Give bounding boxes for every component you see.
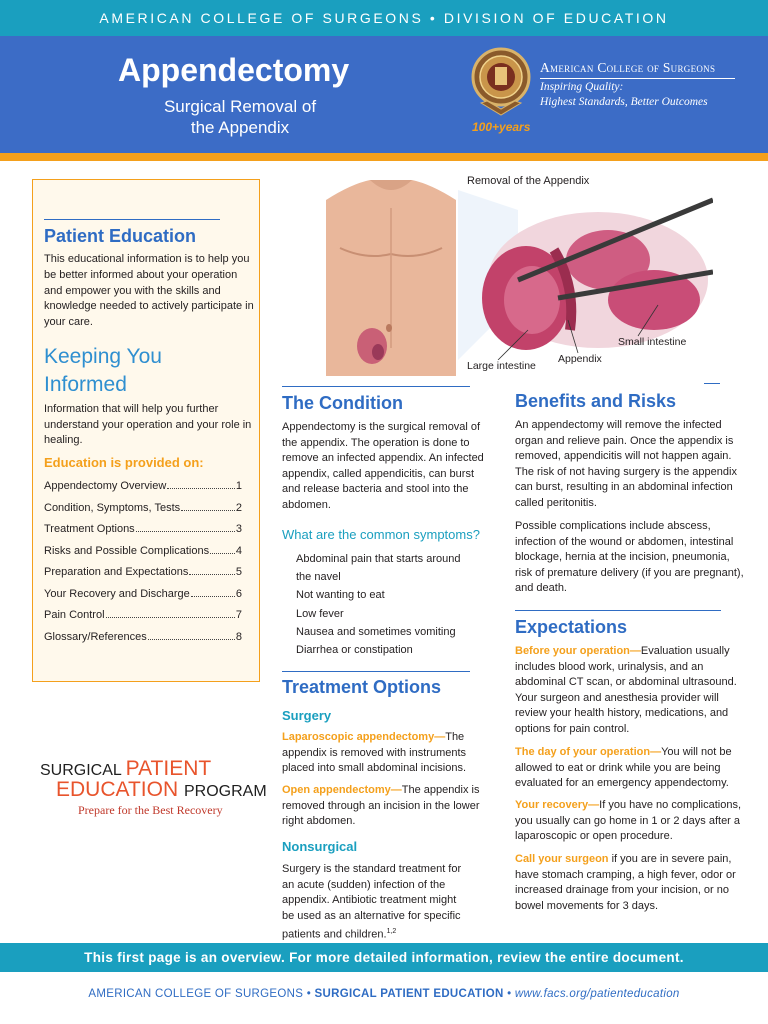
symptom-item: Diarrhea or constipation	[296, 644, 413, 657]
footer-program: SURGICAL PATIENT EDUCATION	[314, 988, 504, 1000]
nonsurgical-text	[282, 862, 467, 944]
program-tagline: Prepare for the Best Recovery	[78, 803, 223, 817]
before-operation-text	[515, 644, 747, 738]
program-patient: PATIENT	[125, 757, 212, 780]
overview-banner: This first page is an overview. For more detailed information, review the entire document.	[0, 943, 768, 972]
toc-label: Pain Control	[44, 609, 105, 621]
org-name: American College of Surgeons	[540, 60, 716, 75]
expectations-heading: Expectations	[515, 617, 628, 637]
open-text	[282, 783, 487, 830]
table-of-contents	[44, 480, 242, 652]
before-operation-desc: Evaluation usually includes blood work, urinalysis, and an abdominal CT scan, or abdominal ultrasound. Your surgeon and anesthesia provider will review your health history, medications, and options for pain control.	[515, 645, 737, 735]
call-surgeon-text	[515, 852, 747, 914]
symptoms-list	[296, 550, 466, 659]
toc-leader	[181, 510, 235, 511]
toc-leader	[210, 553, 235, 554]
toc-item	[44, 631, 242, 653]
open-desc: The appendix is removed through an incision in the lower right abdomen.	[282, 784, 480, 828]
program-surgical: SURGICAL	[40, 762, 122, 779]
toc-leader	[148, 639, 235, 640]
toc-item	[44, 609, 242, 631]
program-logo-line-2	[56, 778, 267, 802]
footer-separator: •	[503, 988, 515, 1000]
reference-superscript: 1,2	[386, 928, 397, 936]
org-tagline-1: Inspiring Quality:	[540, 81, 624, 93]
toc-leader	[189, 574, 235, 575]
patient-education-text: This educational information is to help you be better informed about your operation and empower you with the skills and knowledge needed to actively participate in your care.	[44, 253, 254, 329]
condition-text: Appendectomy is the surgical removal of the appendix. The operation is done to remove an infected appendix. An infected appendix, called appendicitis, can burst and release bacteria and stool into the abdomen.	[282, 421, 484, 511]
surgery-heading: Surgery	[282, 708, 332, 723]
toc-label: Treatment Options	[44, 523, 135, 535]
nonsurgical-desc: Surgery is the standard treatment for an acute (sudden) infection of the appendix. Antibiotic treatment might be used as an alternative for specific patients and children.	[282, 863, 462, 942]
appendix-illustration	[458, 190, 713, 360]
header-band	[0, 36, 768, 153]
toc-label: Preparation and Expectations	[44, 566, 189, 578]
toc-leader	[167, 488, 235, 489]
toc-label: Risks and Possible Complications	[44, 544, 210, 557]
expectations-rule	[515, 610, 721, 611]
org-divider	[540, 78, 735, 79]
patient-education-heading: Patient Education	[44, 226, 197, 246]
recovery-desc: If you have no complications, you usually can go home in 1 or 2 days after a laparoscopic or open procedure.	[515, 799, 742, 843]
call-surgeon-term: Call your surgeon	[515, 853, 609, 865]
keeping-informed-text: Information that will help you further understand your operation and your role in healing.	[44, 403, 252, 446]
figure-caption: Removal of the Appendix	[467, 175, 590, 187]
toc-item	[44, 502, 242, 524]
toc-item	[44, 566, 242, 588]
laparoscopic-term: Laparoscopic appendectomy—	[282, 731, 446, 743]
toc-page: 1	[235, 480, 242, 492]
before-operation-term: Before your operation—	[515, 645, 641, 657]
toc-label: Glossary/References	[44, 630, 147, 643]
toc-item	[44, 480, 242, 502]
toc-page: 2	[235, 501, 242, 514]
label-appendix: Appendix	[558, 353, 602, 365]
page-subtitle: Surgical Removal of the Appendix	[163, 97, 317, 137]
toc-item	[44, 523, 242, 545]
toc-page: 4	[235, 544, 242, 557]
day-of-operation-term: The day of your operation—	[515, 746, 662, 758]
treatment-heading: Treatment Options	[282, 677, 442, 697]
education-provided-heading: Education is provided on:	[44, 455, 204, 470]
footer-org: AMERICAN COLLEGE OF SURGEONS	[88, 988, 304, 1000]
day-of-operation-text	[515, 745, 747, 792]
org-tagline-2: Highest Standards, Better Outcomes	[540, 96, 708, 108]
treatment-rule	[282, 671, 470, 672]
toc-page: 3	[235, 523, 242, 535]
laparoscopic-desc: The appendix is removed with instruments placed into small abdominal incisions.	[282, 731, 467, 775]
recovery-text	[515, 798, 747, 845]
torso-illustration	[326, 178, 456, 376]
toc-page: 5	[235, 566, 242, 578]
program-education: EDUCATION	[56, 778, 179, 801]
recovery-term: Your recovery—	[515, 799, 600, 811]
footer	[0, 988, 768, 1000]
open-term: Open appendectomy—	[282, 784, 402, 796]
page-title: Appendectomy	[118, 52, 350, 88]
symptom-item: Nausea and sometimes vomiting	[296, 625, 456, 638]
laparoscopic-text	[282, 730, 487, 777]
toc-label: Condition, Symptoms, Tests	[44, 501, 181, 514]
nonsurgical-heading: Nonsurgical	[282, 839, 358, 854]
footer-url-link[interactable]: www.facs.org/patienteducation	[514, 988, 680, 1000]
benefits-rule	[704, 383, 720, 384]
toc-leader	[191, 596, 235, 597]
toc-page: 8	[235, 630, 242, 643]
condition-heading: The Condition	[282, 393, 403, 413]
toc-leader	[136, 531, 235, 532]
label-large-intestine: Large intestine	[467, 360, 536, 372]
keeping-informed-heading: Keeping You Informed	[44, 345, 162, 396]
call-surgeon-desc: if you are in severe pain, have stomach cramping, a high fever, odor or increased drainage from your incision, or no bowel movements for 3 days.	[515, 853, 736, 912]
day-of-operation-desc: You will not be allowed to eat or drink while you are being evaluated for an emergency appendectomy.	[515, 746, 732, 790]
top-banner: AMERICAN COLLEGE OF SURGEONS • DIVISION OF EDUCATION	[0, 0, 768, 36]
toc-label: Appendectomy Overview	[44, 480, 167, 492]
benefits-text-1: An appendectomy will remove the infected organ and relieve pain. Once the appendix is removed, appendicitis will not happen again. The risk of not having surgery is the appendix can burst, resulting in an abdominal infection called peritonitis.	[515, 419, 737, 509]
symptom-item: Abdominal pain that starts around the navel	[296, 553, 461, 584]
toc-label: Your Recovery and Discharge	[44, 587, 190, 600]
footer-separator: •	[303, 988, 315, 1000]
benefits-heading: Benefits and Risks	[515, 391, 677, 411]
acs-seal-icon	[471, 45, 531, 117]
program-program: PROGRAM	[183, 783, 267, 800]
header-divider	[0, 153, 768, 161]
sidebar-rule	[44, 219, 220, 220]
benefits-text-2: Possible complications include abscess, infection of the wound or abdomen, intestinal blockage, hernia at the incision, pneumonia, risk of premature delivery (if you are pregnant), and death.	[515, 520, 744, 595]
toc-page: 6	[235, 587, 242, 600]
toc-item	[44, 545, 242, 567]
label-small-intestine: Small intestine	[618, 336, 687, 348]
centennial-badge: 100+years	[472, 120, 531, 134]
condition-rule	[282, 386, 470, 387]
toc-leader	[106, 617, 235, 618]
symptoms-question: What are the common symptoms?	[282, 527, 480, 542]
toc-item	[44, 588, 242, 610]
symptom-item: Not wanting to eat	[296, 589, 385, 602]
toc-page: 7	[235, 609, 242, 621]
symptom-item: Low fever	[296, 607, 344, 620]
